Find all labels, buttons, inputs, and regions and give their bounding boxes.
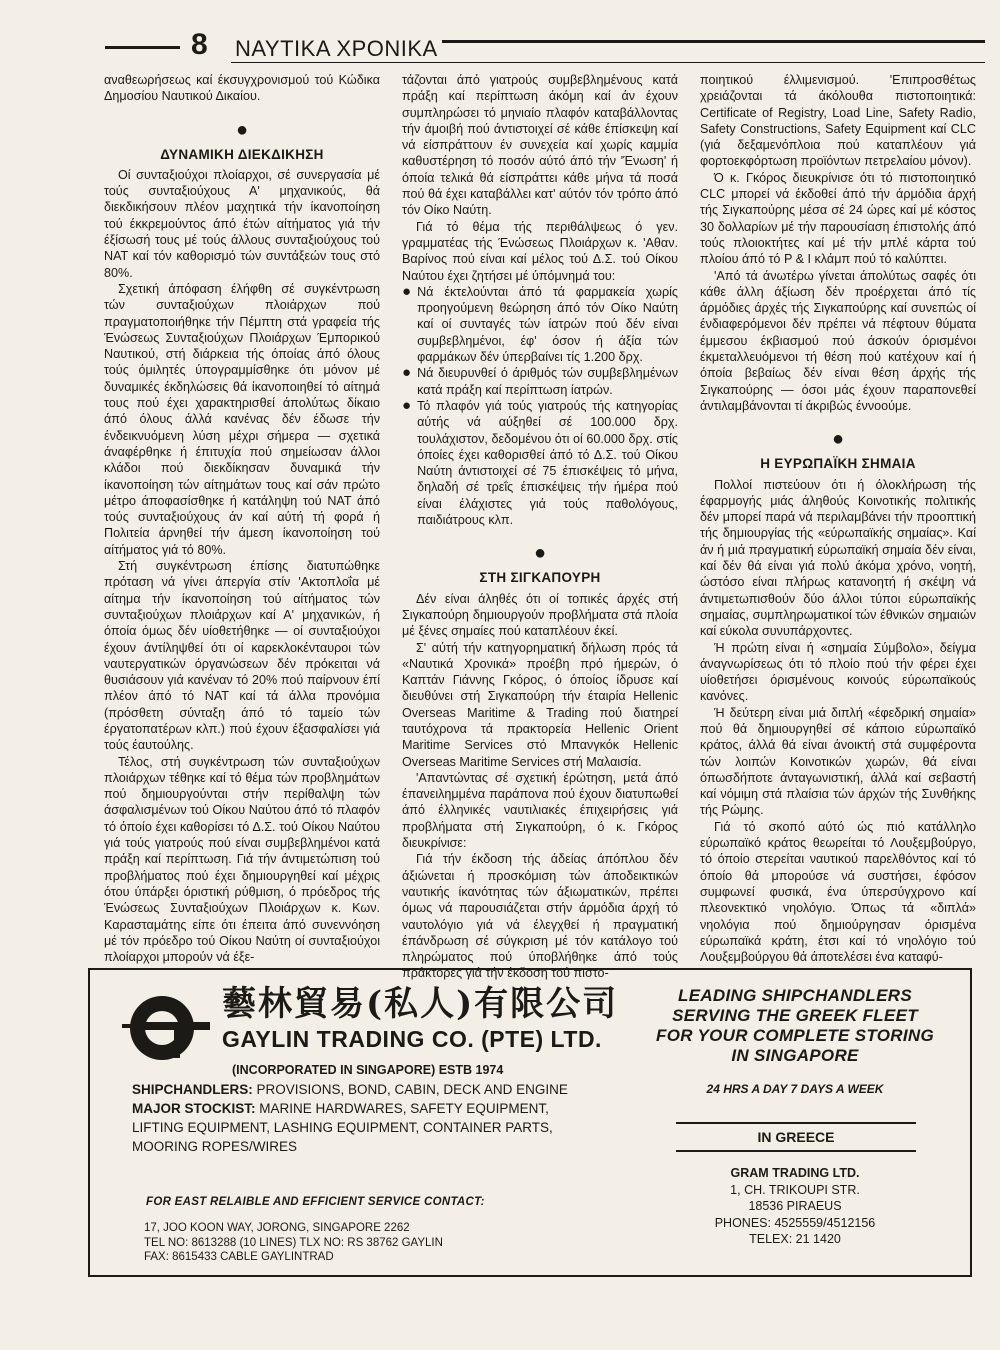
column2-paragraph: 'Απαντώντας σέ σχετική έρώτηση, μετά άπό έπανειλημμένα παράπονα πού έχουν διατυπωθεί άπό έλληνικές ναυτιλιακές έπιχειρήσεις γιά προβλήματα στή Σιγκαπούρη, ό κ. Γκόρος διευκρίνισε: [402, 770, 678, 851]
column3-paragraph: Ή πρώτη είναι ή «σημαία Σύμβολο», δείγμα άναγνωρίσεως ότι τό πλοίο πού τήν φέρει έχει υίοθετήσει όρισμένους κοινούς εύρωπαϊκούς κανόνες. [700, 640, 976, 704]
column3-paragraph: Ή δεύτερη είναι μιά διπλή «έφεδρική σημαία» πού θά δημιουργηθεί σέ κάποιο εύρωπαϊκό κράτος, άλλά θά είναι άνοικτή στά συμφέροντα τών λοιπών Κοινοτικών χωρών, θά είναι όπωσδήποτε άνταγωνιστική, άλλά καί σεβαστή καί νόμιμη στά πλαίσια τών άρχών τής Συνθήκης τής Ρώμης. [700, 705, 976, 818]
agent-city: 18536 PIRAEUS [748, 1199, 842, 1213]
agent-telex: TELEX: 21 1420 [749, 1232, 841, 1246]
column2-paragraph: τάζονται άπό γιατρούς συμβεβλημένους κατά πράξη καί περίπτωση άκόμη καί άν έχουν συμπληρώσει τό μηνιαίο πλαφόν καταβάλλοντας τήν άμοιβή πού άντιστοιχεί σέ κάθε έπίσκεψη καί νά είσπράττουν έν συνεχεία καί χωρίς καμμία καθυστέρηση τό ποσόν αύτό άπό τήν 'Ένωση' ή όποία τελικά θά είσπράττει κάθε μήνα τά ποσά πού θά έχει καταβάλλει κατ' αύτόν τόν τρόπο άπό τόν Οίκο Ναύτη. [402, 73, 678, 218]
section-bullet-icon: ● [533, 542, 547, 565]
list-item-text: Νά έκτελούνται άπό τά φαρμακεία χωρίς προηγούμενη θεώρηση άπό τόν Οίκο Ναύτη καί οί συνταγές τών ίατρών πού δέν είναι συμβεβλημένοι, έφ' όσον ή άξία τών φαρμάκων δέν ύπερβαίνει τίς 1.200 δρχ. [417, 284, 678, 365]
incorporation-line: (INCORPORATED IN SINGAPORE) ESTB 1974 [232, 1063, 504, 1077]
column1-paragraph: Οί συνταξιούχοι πλοίαρχοι, σέ συνεργασία μέ τούς συνταξιούχους Α' μηχανικούς, θά διεκδικήσουν πλέον μαχητικά τήν ίκανοποίηση τού έκκρεμούντος άπό έτών αίτήματος γιά τήν έξίσωσή τους μέ τούς άλλους συνταξιούχους τού ΝΑΤ καί τόν καθορισμό τών συντάξεών τους στό 80%. [104, 167, 380, 280]
list-item [402, 398, 678, 528]
column2-paragraph: Σ' αύτή τήν κατηγορηματική δήλωση πρός τά «Ναυτικά Χρονικά» προέβη πρό ήμερών, ό Καπτάν Γιάννης Γκόρος, ό όποίος ίδρυσε καί διευθύνει στή Σιγκαπούρη τήν έταιρία Hellenic Overseas Maritime & Trading πού διατηρεί ταυτόχρονα τά πρακτορεία Hellenic Orient Maritime Services στό Μπανγκόκ Hellenic Overseas Maritime Services στή Μαλαισία. [402, 640, 678, 769]
greek-agent-address [630, 1165, 960, 1248]
column1-paragraph: Σχετική άπόφαση έλήφθη σέ συγκέντρωση τών συνταξιούχων πλοιάρχων πού πραγματοποιήθηκε τήν Πέμπτη στά γραφεία τής Ένώσεως Συνταξιούχων Πλοιάρχων Έμπορικού Ναυτικού, στή διάρκεια τής όποίας άπό όλους τούς όμιλητές ύπογραμμίσθηκε ότι μόνον μέ δυναμικές έκδηλώσεις θά ίκανοποιηθεί τό αίτημά τους πού έχει χαρακτηρισθεί άπολύτως δίκαιο άπό όλους άλλά κανένας δέν έδωσε τήν ένδεικνυόμενη λύση μέχρι σήμερα — σχετικά άναφέρθηκε ή έπιτυχία πού σημείωσαν άλλοι κλάδοι πού διεκδίκησαν δυναμικά τήν ίκανοποίηση τών αίτημάτων τους καί σάν πρώτο μέτρο άποφασίσθηκε ή κατάληψη τού ΝΑΤ άπό τούς συνταξιούχους άν καί αύτή τή φορά ή Πολιτεία άρνηθεί τήν άμεση ίκανοποίηση τού αίτήματος γιά τό 80%. [104, 281, 380, 557]
shipchandlers-line [132, 1080, 582, 1099]
page-header [105, 26, 985, 66]
column1-intro: αναθεωρήσεως καί έκσυγχρονισμού τού Κώδικα Δημοσίου Ναυτικού Δικαίου. [104, 73, 380, 104]
column2-heading: ΣΤΗ ΣΙΓΚΑΠΟΥΡΗ [479, 570, 601, 586]
list-item-text: Τό πλαφόν γιά τούς γιατρούς τής κατηγορίας αύτής νά αύξηθεί σέ 100.000 δρχ. τουλάχιστον, δεδομένου ότι οί 60.000 δρχ. στίς όποίες έχει καθορισθεί άπό τό Δ.Σ. τού Οίκου Ναύτη άντιστοιχεί σέ 75 έπισκέψεις τό μήνα, δηλαδή σέ τρεΐς έπισκέψεις τήν ήμέρα πού είναι έλάχιστες γιά τούς παθολόγους, παιδιάτρους κλπ. [417, 398, 678, 528]
list-item [402, 284, 678, 365]
article-column-1 [104, 72, 380, 965]
telephone-line: TEL NO: 8613288 (10 LINES) TLX NO: RS 38762 GAYLIN [144, 1236, 443, 1249]
company-address [144, 1221, 443, 1265]
service-hours: 24 HRS A DAY 7 DAYS A WEEK [706, 1082, 884, 1096]
bullet-icon: ● [402, 396, 412, 414]
agent-name: GRAM TRADING LTD. [730, 1166, 860, 1180]
header-rule-left [105, 46, 180, 49]
section-bullet-icon: ● [831, 428, 845, 451]
ad-right-panel [630, 978, 960, 1268]
column3-paragraph: 'Από τά άνωτέρω γίνεται άπολύτως σαφές ότι κάθε άλλη άξίωση δέν προέρχεται άπό τίς άρμόδιες άρχές τής Σιγκαπούρης καί συνεπώς οί ένδιαφερόμενοι δέν πρέπει νά πέφτουν θύματα έμμεσου έκβιασμού πού άσκούν όρισμένοι έκμεταλλευόμενοι τή θέση πού κατέχουν καί ή όποία βεβαίως δέν είναι θέση άρχής τής Σιγκαπούρης — όσοι μάς έχουν παραπονεθεί άντιλαμβάνονται τί άκριβώς έννοούμε. [700, 268, 976, 413]
page-number: 8 [191, 28, 208, 61]
stockist-text: MARINE HARDWARES, SAFETY EQUIPMENT, [259, 1101, 549, 1116]
shipchandlers-text: PROVISIONS, BOND, CABIN, DECK AND ENGINE [256, 1082, 568, 1097]
stockist-line-2: LIFTING EQUIPMENT, LASHING EQUIPMENT, CONTAINER PARTS, MOORING ROPES/WIRES [132, 1120, 553, 1154]
section-bullet-icon: ● [235, 118, 249, 141]
bullet-icon: ● [402, 364, 412, 382]
publication-title: ΝΑΥΤΙΚΑ ΧΡΟΝΙΚΑ [231, 36, 442, 62]
slogan-line: IN SINGAPORE [731, 1046, 859, 1065]
column2-paragraph: Δέν είναι άληθές ότι οί τοπικές άρχές στή Σιγκαπούρη δημιουργούν προβλήματα στά πλοία μέ ξένες σημαίες πού καταπλέουν έκεί. [402, 591, 678, 639]
column3-heading: Η ΕΥΡΩΠΑΪΚΗ ΣΗΜΑΙΑ [760, 456, 916, 472]
gaylin-advertisement [88, 968, 972, 1277]
stockist-label: MAJOR STOCKIST: [132, 1101, 256, 1116]
column1-paragraph: Τέλος, στή συγκέντρωση τών συνταξιούχων πλοιάρχων τέθηκε καί τό θέμα τών προβλημάτων πού δημιουργούνται στήν περίθαλψη τών άσφαλισμένων τού Οίκου Ναύτου άπό τό πλαφόν τό όποίο έχει καθορίσει τό Δ.Σ. τού Οίκου Ναύτου γιά τούς γιατρούς πού είναι συμβεβλημένοι κατά πράξη καί περίπτωση. Γιά τήν άντιμετώπιση τού προβλήματος πού έχει δημιουργηθεί καί μέχρις ότου ύπάρξει όριστική ρύθμιση, ό πρόεδρος τής Ένώσεως Συνταξιούχων Πλοιάρχων κ. Κων. Καρασταμάτης είπε ότι έπειτα άπό συνεννόηση μέ τόν πρόεδρο τού Οίκου Ναύτη οί συνταξιούχοι πλοίαρχοι μπορούν νά έξε- [104, 754, 380, 965]
column3-paragraph: ποιητικού έλλιμενισμού. 'Επιπροσθέτως χρειάζονται τά άκόλουθα πιστοποιητικά: Certificate of Registry, Load Line, Safety Radio, Safety Constructions, Safety Equipment καί CLC (γιά δεξαμενόπλοια πού καταπλέουν γιά φορτοεκφόρτωση προϊόντων πετρελαίου μόνον). [700, 73, 976, 169]
column3-paragraph: Γιά τό σκοπό αύτό ώς πιό κατάλληλο εύρωπαϊκό κράτος θεωρείται τό Λουξεμβούργο, τό όποίο στερείται ναυτικού παρελθόντος καί τό όποίο θά μπορούσε νά συστήσει, έφόσον συμφωνεί φυσικά, ένα ύπερσύγχρονο καί πλεονεκτικό νηολόγιο. Όπως τά «διπλά» νηολόγια πού δημιούργησαν όρισμένα εύρωπαϊκά κράτη, έτσι καί τό νηολόγιο τού Λουξεμβούργου θά άποτελέσει ένα καταφύ- [700, 819, 976, 965]
column2-paragraph: Γιά τήν έκδοση τής άδείας άπόπλου δέν άξιώνεται ή προσκόμιση τών άποδεικτικών ναυτικής ίκανότητας τών άξιωματικών, πρέπει όμως νά παρουσιάζεται στήν άρμόδια άρχή τό ναυτολόγιο γιά νά έλεγχθεί ή πραγματική έπάνδρωση σέ σύγκριση μέ τόν κατάλογο τού πληρώματος πού ύποβλήθηκε άπό τούς πράκτορες γιά τήν έκδοση τού πιστο- [402, 852, 678, 981]
in-greece-label: IN GREECE [676, 1122, 916, 1152]
list-item [402, 365, 678, 398]
contact-line: FOR EAST RELAIBLE AND EFFICIENT SERVICE CONTACT: [146, 1196, 485, 1208]
column3-paragraph: Ό κ. Γκόρος διευκρίνισε ότι τό πιστοποιητικό CLC μπορεί νά έκδοθεί άπό τήν άρμόδια άρχή τής Σιγκαπούρης μέσα σέ 24 ώρες καί μέ κόστος 30 δολλαρίων μέ τήν παρουσίαση έπιστολής άπό τούς πλοιοκτήτες καί μέ τήν μπλέ κάρτα τού πλοίου άπό τό P & I κλάμπ πού τό καλύπτει. [700, 170, 976, 267]
agent-phones: PHONES: 4525559/4512156 [714, 1215, 876, 1230]
column1-heading: ΔΥΝΑΜΙΚΗ ΔΙΕΚΔΙΚΗΣΗ [160, 146, 324, 162]
chinese-company-name: 藝林貿易(私人)有限公司 [222, 984, 619, 1024]
slogan-line: FOR YOUR COMPLETE STORING [656, 1026, 934, 1045]
bullet-icon: ● [402, 282, 412, 300]
fax-line: FAX: 8615433 CABLE GAYLINTRAD [144, 1251, 334, 1263]
shipchandlers-label: SHIPCHANDLERS: [132, 1082, 253, 1097]
company-logo-icon [122, 986, 210, 1066]
header-rule-right-thin [231, 62, 985, 63]
list-item-text: Νά διευρυνθεί ό άριθμός τών συμβεβλημένων κατά πράξη καί περίπτωση ίατρών. [417, 366, 678, 397]
ad-services [132, 1080, 582, 1156]
ad-left-panel [102, 978, 622, 1268]
column2-paragraph: Γιά τό θέμα τής περιθάλψεως ό γεν. γραμματέας τής Ένώσεως Πλοιάρχων κ. 'Αθαν. Βαρίνος πού είναι καί μέλος τού Δ.Σ. τού Οίκου Ναύτου έχει ζητήσει μέ ύπόμνημά του: [402, 219, 678, 283]
article-column-3 [700, 72, 976, 965]
column3-paragraph: Πολλοί πιστεύουν ότι ή όλοκλήρωση τής έφαρμογής μιάς άληθούς Κοινοτικής πολιτικής δέν μπορεί παρά νά περιλαμβάνει τήν προοπτική τής δημιουργίας τής «εύρωπαϊκής σημαίας». Καί άν ή μιά πραγματική εύρωπαϊκή σημαία δέν είναι, καί δέν θά είναι γιά πολύ άκόμα χρόνο, νοητή, ώστόσο είναι πλήρως κατανοητή ή σκέψη νά άντιμετωπισθούν δύο άλλοι τύποι εύρωπαϊκής σημαίας, συμπληρωματικοί τών έθνικών σημαιών καί εύκολα συνυπάρχοντες. [700, 477, 976, 639]
stockist-line [132, 1099, 582, 1118]
slogan-line: SERVING THE GREEK FLEET [672, 1006, 918, 1025]
ad-slogan [630, 986, 960, 1066]
street-address: 17, JOO KOON WAY, JORONG, SINGAPORE 2262 [144, 1222, 410, 1234]
slogan-line: LEADING SHIPCHANDLERS [678, 986, 912, 1005]
article-column-2 [402, 72, 678, 981]
company-name: GAYLIN TRADING CO. (PTE) LTD. [222, 1026, 602, 1052]
agent-street: 1, CH. TRIKOUPI STR. [730, 1182, 860, 1197]
column1-paragraph: Στή συγκέντρωση έπίσης διατυπώθηκε πρόταση νά γίνει άπεργία στίν 'Ακτοπλοΐα μέ αίτημα τήν ίκανοποίηση τού αίτήματος τών συνταξιούχων πλοιάρχων καί Α' μηχανικών, ή όποία όμως δέν υίοθετήθηκε — οί συνταξιούχοι έχουν άντίληψθεί ότι οί καρεκλοκένταυροι τών ναυτεργατικών όργανώσεων δέν πρόκειται νά θυσιάσουν γιά κανέναν τό 20% πού παίρνουν έπί πλέον άπό τό ΝΑΤ καί τά άλλα προνόμια (πρόσθετη σύνταξη άπό τό ταμείο τών έργατοπατέρων κλπ.) πού έχουν έξασφαλίσει γιά τούς έαυτούλης. [104, 559, 380, 753]
